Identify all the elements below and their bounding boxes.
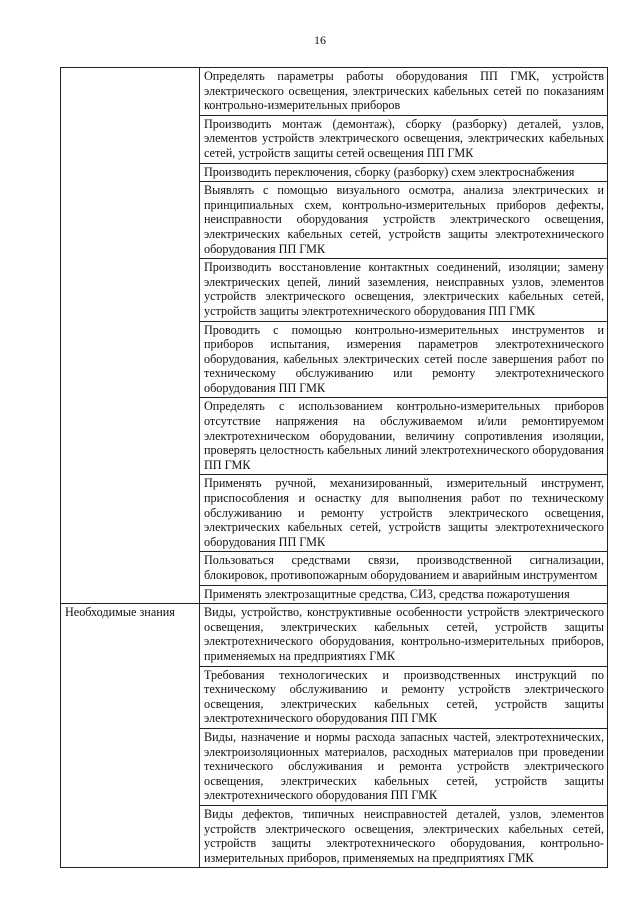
table-row [61, 604, 608, 666]
requirement-cell: Производить монтаж (демонтаж), сборку (разборку) деталей, узлов, элементов устройств электрического освещения, электрических кабельных сетей, устройств защиты сетей освещения ПП ГМК [200, 115, 608, 163]
section-label [61, 68, 200, 604]
page-number: 16 [314, 33, 326, 47]
requirement-cell: Виды, устройство, конструктивные особенности устройств электрического освещения, электрических кабельных сетей, устройств защиты электротехнического оборудования, контрольно-измерительных приборов, применяемых на предприятиях ГМК [200, 604, 608, 666]
table-row [61, 68, 608, 116]
requirement-cell: Виды, назначение и нормы расхода запасных частей, электротехнических, электроизоляционных материалов, расходных материалов при проведении технического обслуживания и ремонта устройств электрического освещения, электрических кабельных сетей, устройств защиты электротехнического оборудования ПП ГМК [200, 728, 608, 805]
requirement-cell: Производить восстановление контактных соединений, изоляции; замену электрических цепей, линий заземления, неисправных узлов, элементов устройств электрического освещения, электрических кабельных сетей, устройств защиты электротехнического оборудования ПП ГМК [200, 259, 608, 321]
requirements-table-body [61, 68, 608, 868]
requirement-cell: Производить переключения, сборку (разборку) схем электроснабжения [200, 163, 608, 182]
requirement-cell: Проводить с помощью контрольно-измерительных инструментов и приборов испытания, измерения параметров электротехнического оборудования, кабельных электрических сетей после завершения работ по техническому обслуживанию или ремонту электротехнического оборудования ПП ГМК [200, 321, 608, 398]
section-label: Необходимые знания [61, 604, 200, 868]
requirement-cell: Пользоваться средствами связи, производственной сигнализации, блокировок, противопожарным оборудованием и аварийным инструментом [200, 552, 608, 585]
requirement-cell: Требования технологических и производственных инструкций по техническому обслуживанию и ремонту устройств электрического освещения, электрических кабельных сетей, устройств защиты электротехнического оборудования ПП ГМК [200, 666, 608, 728]
requirements-table [60, 67, 608, 868]
requirement-cell: Выявлять с помощью визуального осмотра, анализа электрических и принципиальных схем, контрольно-измерительных приборов дефекты, неисправности оборудования устройств электрического освещения, электрических кабельных сетей, устройств защиты электротехнического оборудования ПП ГМК [200, 182, 608, 259]
requirement-cell: Виды дефектов, типичных неисправностей деталей, узлов, элементов устройств электрического освещения, электрических кабельных сетей, устройств защиты электротехнического оборудования, контрольно-измерительных приборов, применяемых на предприятиях ГМК [200, 805, 608, 867]
requirement-cell: Применять ручной, механизированный, измерительный инструмент, приспособления и оснастку для выполнения работ по техническому обслуживанию и ремонту устройств электрического освещения, электрических кабельных сетей, устройств защиты электротехнического оборудования ПП ГМК [200, 475, 608, 552]
requirement-cell: Определять с использованием контрольно-измерительных приборов отсутствие напряжения на обслуживаемом и/или ремонтируемом электротехническом оборудовании, величину сопротивления изоляции, проверять целостность кабельных линий электротехнического оборудования ПП ГМК [200, 398, 608, 475]
requirement-cell: Определять параметры работы оборудования ПП ГМК, устройств электрического освещения, электрических кабельных сетей по показаниям контрольно-измерительных приборов [200, 68, 608, 116]
requirement-cell: Применять электрозащитные средства, СИЗ, средства пожаротушения [200, 585, 608, 604]
